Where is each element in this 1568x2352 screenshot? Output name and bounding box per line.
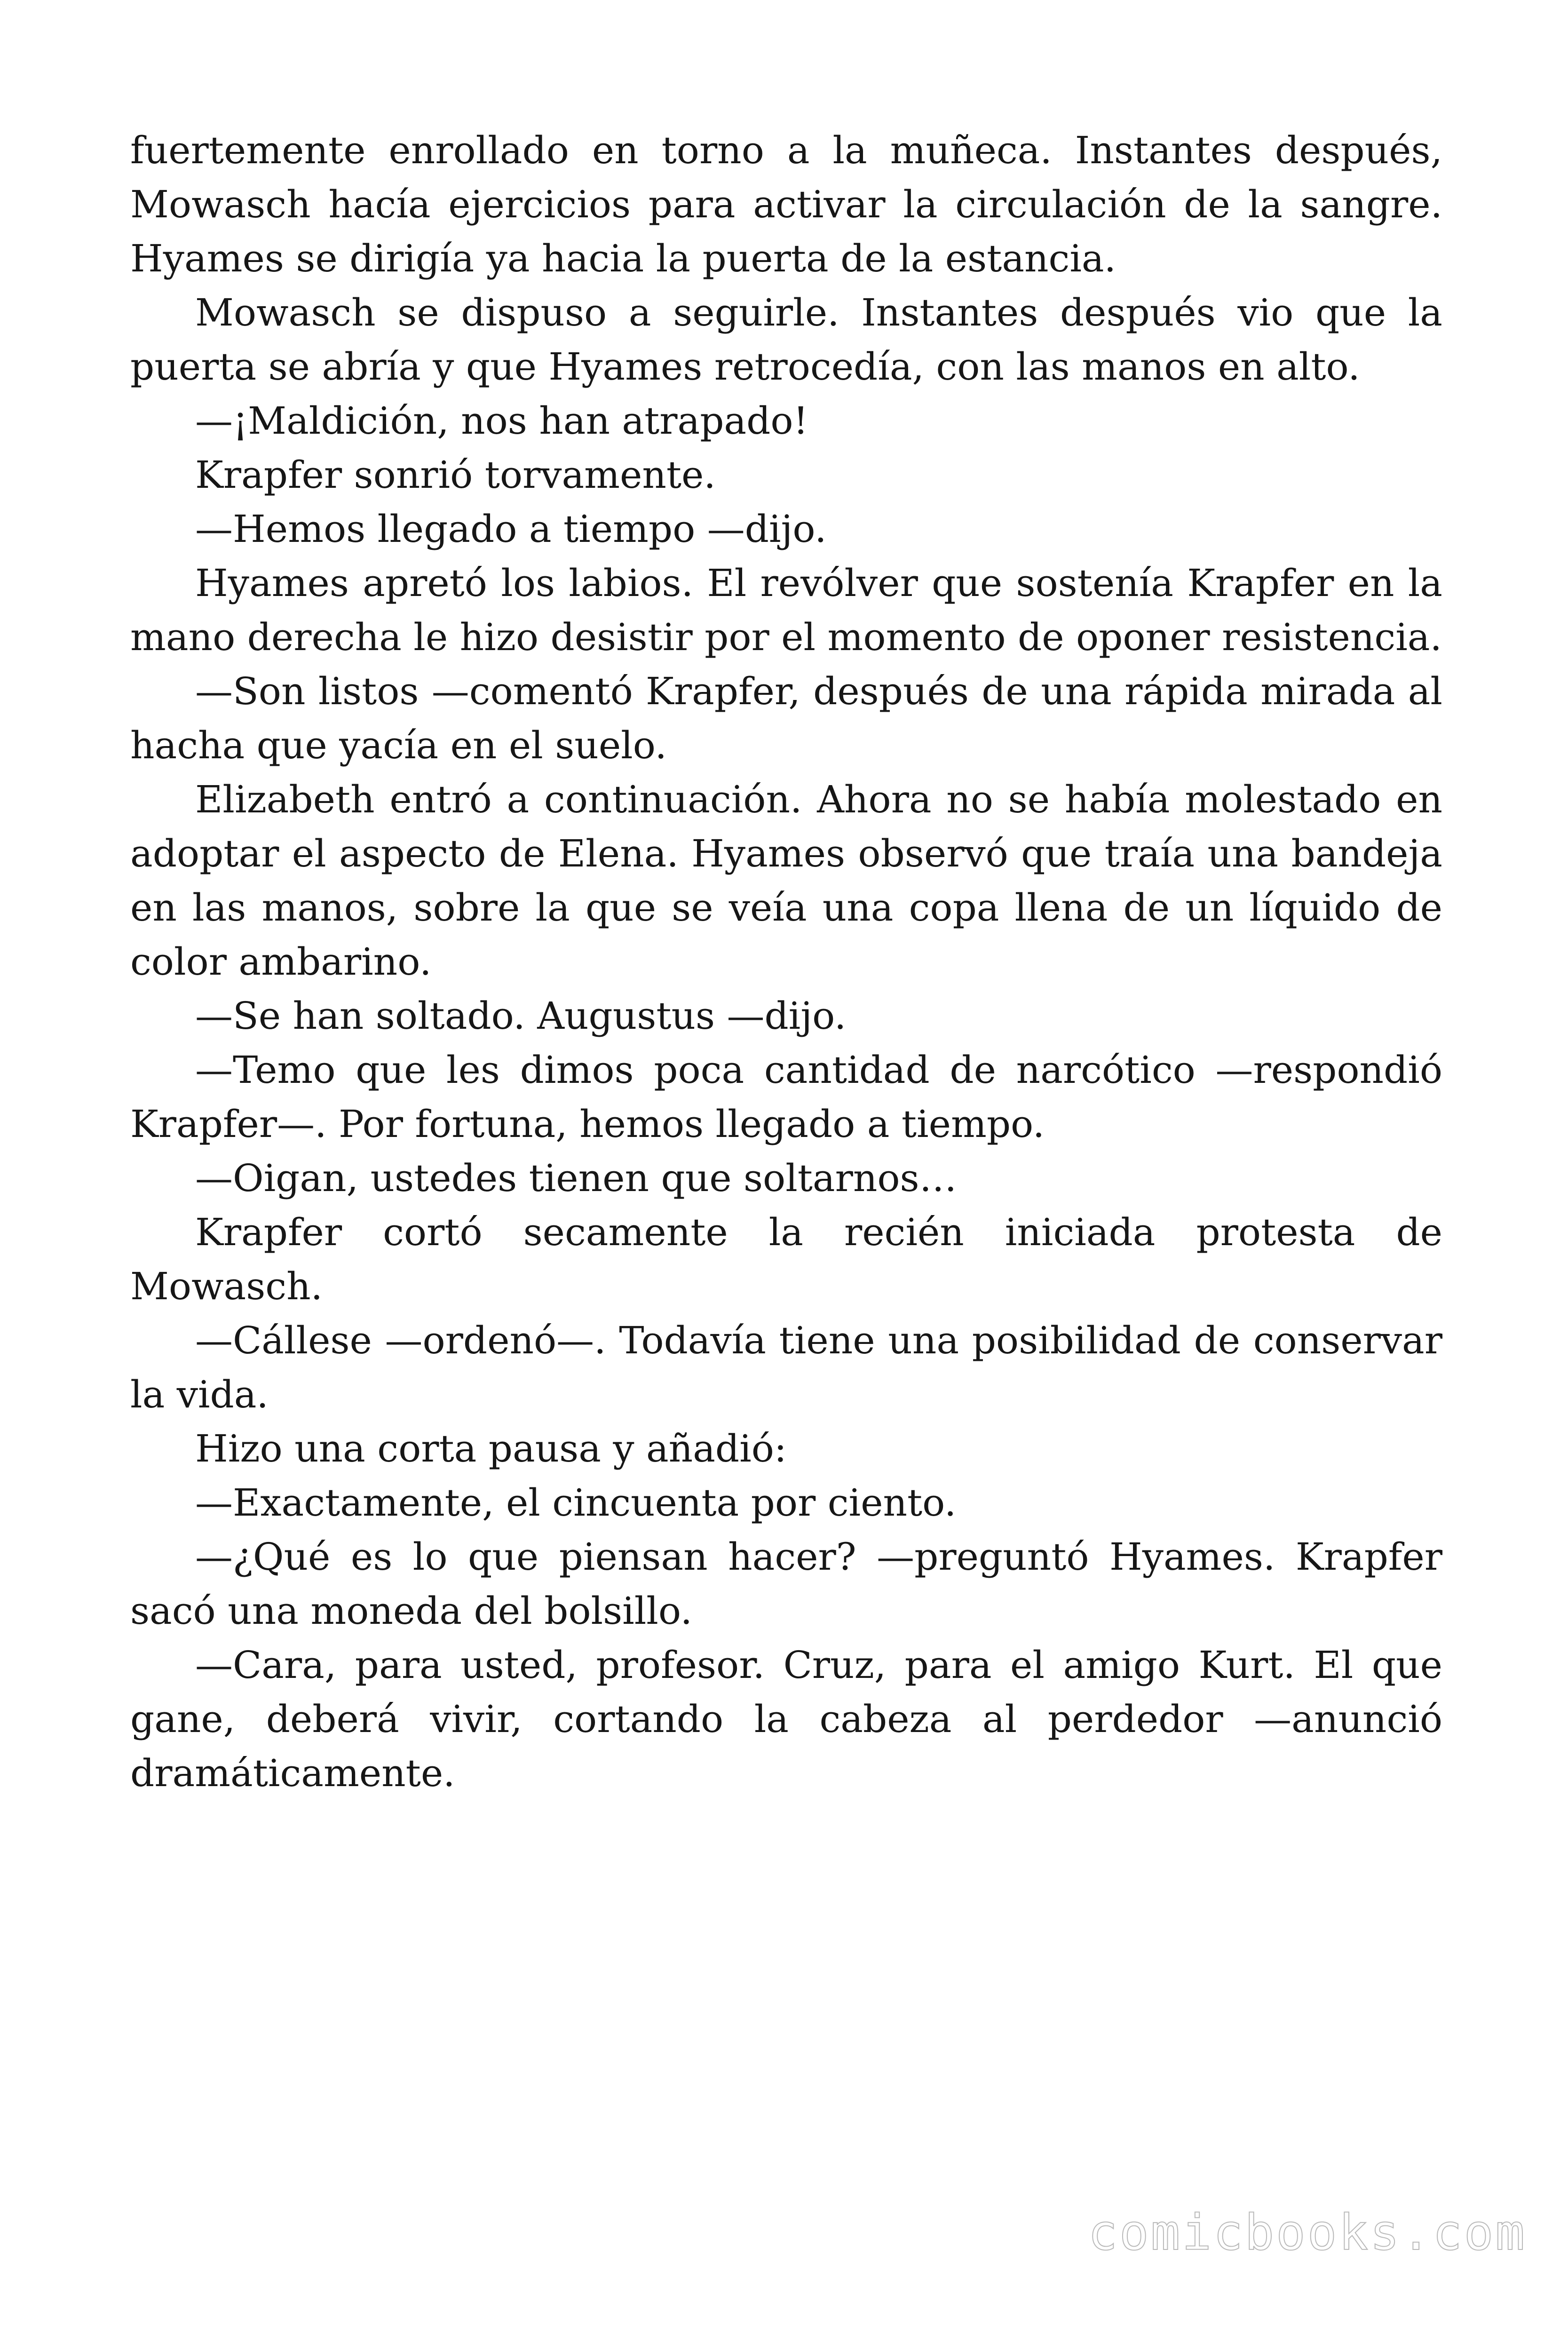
paragraph: —Se han soltado. Augustus —dijo. [195, 994, 847, 1038]
paragraph: Hyames apretó los labios. El revólver que sostenía Krapfer en la mano derecha le hizo desistir por el momento de oponer resistencia. [130, 561, 1442, 659]
watermark: comicbooks.com [1088, 2204, 1527, 2261]
paragraph: Elizabeth entró a continuación. Ahora no se había molestado en adoptar el aspecto de Elena. Hyames observó que traía una bandeja en las manos, sobre la que se veía una copa llena de un líquido de color ambarino. [130, 778, 1442, 984]
paragraph: —Cállese —ordenó—. Todavía tiene una posibilidad de conservar la vida. [130, 1319, 1442, 1416]
paragraph: —Hemos llegado a tiempo —dijo. [195, 507, 827, 551]
paragraph: —Son listos —comentó Krapfer, después de una rápida mirada al hacha que yacía en el suelo. [130, 669, 1442, 767]
paragraph: Krapfer cortó secamente la recién iniciada protesta de Mowasch. [130, 1210, 1442, 1308]
paragraph: Hizo una corta pausa y añadió: [195, 1427, 787, 1470]
paragraph: Mowasch se dispuso a seguirle. Instantes después vio que la puerta se abría y que Hyames retrocedía, con las manos en alto. [130, 291, 1442, 389]
paragraph: —¡Maldición, nos han atrapado! [195, 399, 808, 443]
paragraph: —Oigan, ustedes tienen que soltarnos… [195, 1156, 957, 1200]
paragraph: fuertemente enrollado en torno a la muñeca. Instantes después, Mowasch hacía ejercicios para activar la circulación de la sangre. Hyames se dirigía ya hacia la puerta de la estancia. [130, 128, 1442, 280]
paragraph: —Exactamente, el cincuenta por ciento. [195, 1481, 957, 1525]
paragraph: —Temo que les dimos poca cantidad de narcótico —respondió Krapfer—. Por fortuna, hemos llegado a tiempo. [130, 1048, 1442, 1146]
paragraph: Krapfer sonrió torvamente. [195, 453, 716, 497]
page-body [130, 123, 1442, 1800]
paragraph: —Cara, para usted, profesor. Cruz, para el amigo Kurt. El que gane, deberá vivir, cortando la cabeza al perdedor —anunció dramáticamente. [130, 1643, 1442, 1795]
paragraph: —¿Qué es lo que piensan hacer? —preguntó Hyames. Krapfer sacó una moneda del bolsillo. [130, 1535, 1442, 1633]
